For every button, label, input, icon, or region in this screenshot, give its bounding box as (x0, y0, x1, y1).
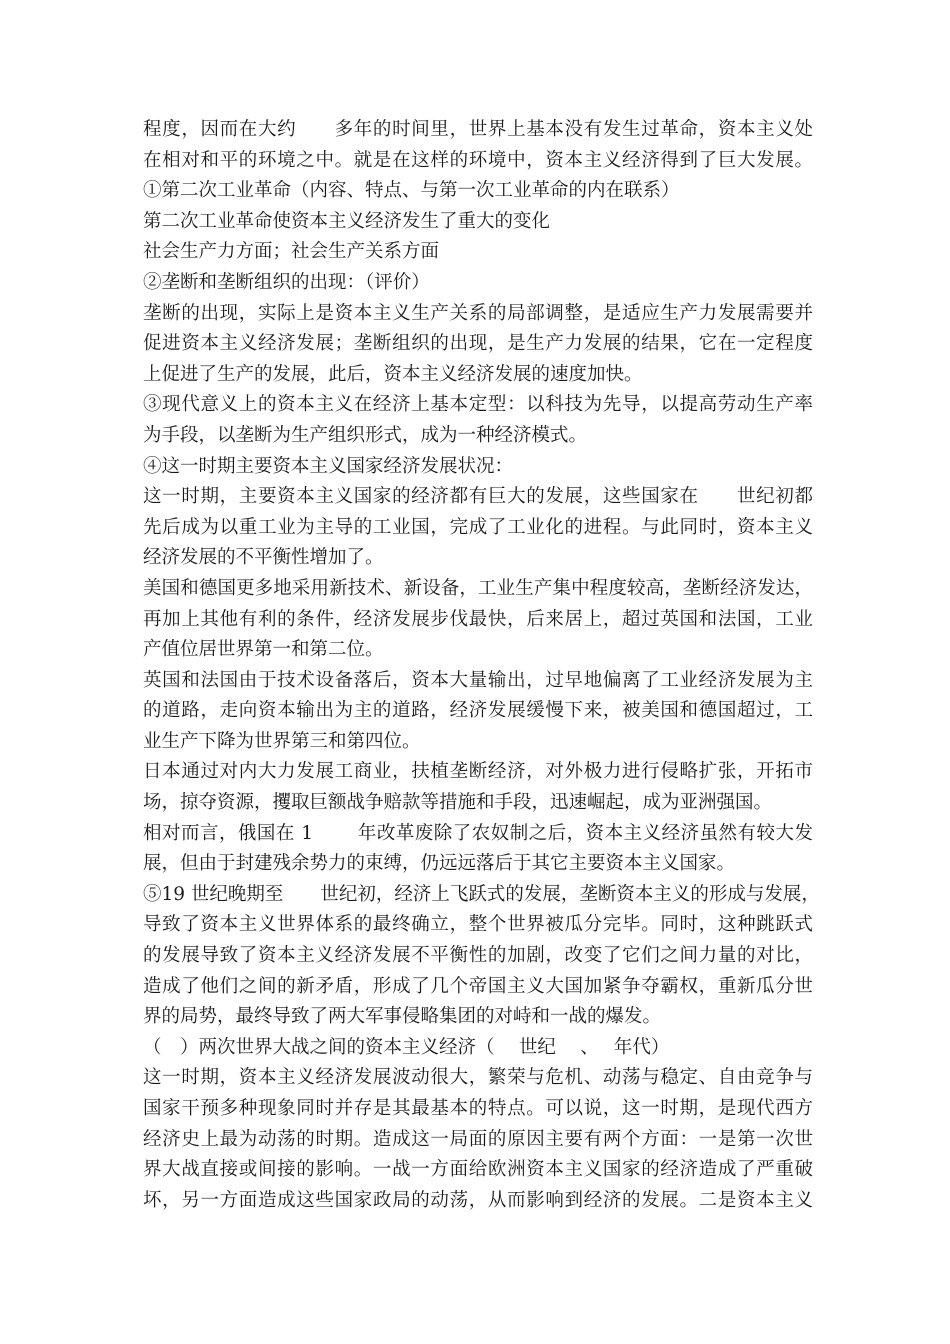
text-line: 经济发展的不平衡性增加了。 (143, 547, 384, 569)
text-line: 这一时期，主要资本主义国家的经济都有巨大的发展，这些国家在 世纪初都 (143, 486, 813, 508)
text-line: 日本通过对内大力发展工商业，扶植垄断经济，对外极力进行侵略扩张，开拓市 (143, 761, 813, 783)
text-line: 造成了他们之间的新矛盾，形成了几个帝国主义大国加紧争夺霸权，重新瓜分世 (143, 975, 813, 997)
text-line: 美国和德国更多地采用新技术、新设备，工业生产集中程度较高，垄断经济发达， (143, 577, 813, 599)
text-line: 界的局势，最终导致了两大军事侵略集团的对峙和一战的爆发。 (143, 1006, 662, 1028)
text-line: 第二次工业革命使资本主义经济发生了重大的变化 (143, 210, 551, 232)
text-line: 为手段，以垄断为生产组织形式，成为一种经济模式。 (143, 424, 588, 446)
text-line: 相对而言，俄国在 1 年改革废除了农奴制之后，资本主义经济虽然有较大发 (143, 822, 813, 844)
text-line: ③现代意义上的资本主义在经济上基本定型：以科技为先导，以提高劳动生产率 (143, 394, 813, 416)
text-line: 垄断的出现，实际上是资本主义生产关系的局部调整，是适应生产力发展需要并 (143, 302, 813, 324)
text-line: 国家干预多种现象同时并存是其最基本的特点。可以说，这一时期，是现代西方 (143, 1098, 813, 1119)
text-line: 英国和法国由于技术设备落后，资本大量输出，过早地偏离了工业经济发展为主 (143, 669, 813, 691)
text-line: ①第二次工业革命（内容、特点、与第一次工业革命的内在联系） (143, 180, 680, 202)
text-line: ④这一时期主要资本主义国家经济发展状况： (143, 455, 514, 477)
text-line: 程度，因而在大约 多年的时间里，世界上基本没有发生过革命，资本主义处 (143, 119, 813, 140)
text-line: 展，但由于封建残余势力的束缚，仍远远落后于其它主要资本主义国家。 (143, 853, 736, 875)
text-line: 的发展导致了资本主义经济发展不平衡性的加剧，改变了它们之间力量的对比， (143, 945, 813, 967)
text-line: 场，掠夺资源，攫取巨额战争赔款等措施和手段，迅速崛起，成为亚洲强国。 (143, 792, 773, 814)
text-line: 在相对和平的环境之中。就是在这样的环境中，资本主义经济得到了巨大发展。 (143, 149, 813, 171)
text-line: （ ）两次世界大战之间的资本主义经济（ 世纪 、 年代） (143, 1036, 670, 1058)
document-body (143, 115, 820, 1216)
text-line: 导致了资本主义世界体系的最终确立，整个世界被瓜分完毕。同时，这种跳跃式 (143, 914, 813, 936)
text-line: 经济史上最为动荡的时期。造成这一局面的原因主要有两个方面：一是第一次世 (143, 1128, 813, 1150)
text-line: 再加上其他有利的条件，经济发展步伐最快，后来居上，超过英国和法国，工业 (143, 608, 813, 630)
text-line: 社会生产力方面；社会生产关系方面 (143, 241, 440, 263)
text-line: ⑤19 世纪晚期至 世纪初，经济上飞跃式的发展，垄断资本主义的形成与发展， (143, 883, 820, 905)
text-line: 上促进了生产的发展，此后，资本主义经济发展的速度加快。 (143, 363, 643, 385)
text-line: 界大战直接或间接的影响。一战一方面给欧洲资本主义国家的经济造成了严重破 (143, 1159, 813, 1181)
text-line: 坏，另一方面造成这些国家政局的动荡，从而影响到经济的发展。二是资本主义 (143, 1189, 813, 1211)
text-line: ②垄断和垄断组织的出现：（评价） (143, 271, 430, 293)
text-line: 促进资本主义经济发展；垄断组织的出现，是生产力发展的结果，它在一定程度 (143, 333, 813, 355)
text-line: 的道路，走向资本输出为主的道路，经济发展缓慢下来，被美国和德国超过，工 (143, 700, 813, 722)
text-line: 产值位居世界第一和第二位。 (143, 639, 384, 661)
text-line: 先后成为以重工业为主导的工业国，完成了工业化的进程。与此同时，资本主义 (143, 516, 813, 538)
text-line: 这一时期，资本主义经济发展波动很大，繁荣与危机、动荡与稳定、自由竞争与 (143, 1067, 813, 1089)
text-line: 业生产下降为世界第三和第四位。 (143, 730, 421, 752)
